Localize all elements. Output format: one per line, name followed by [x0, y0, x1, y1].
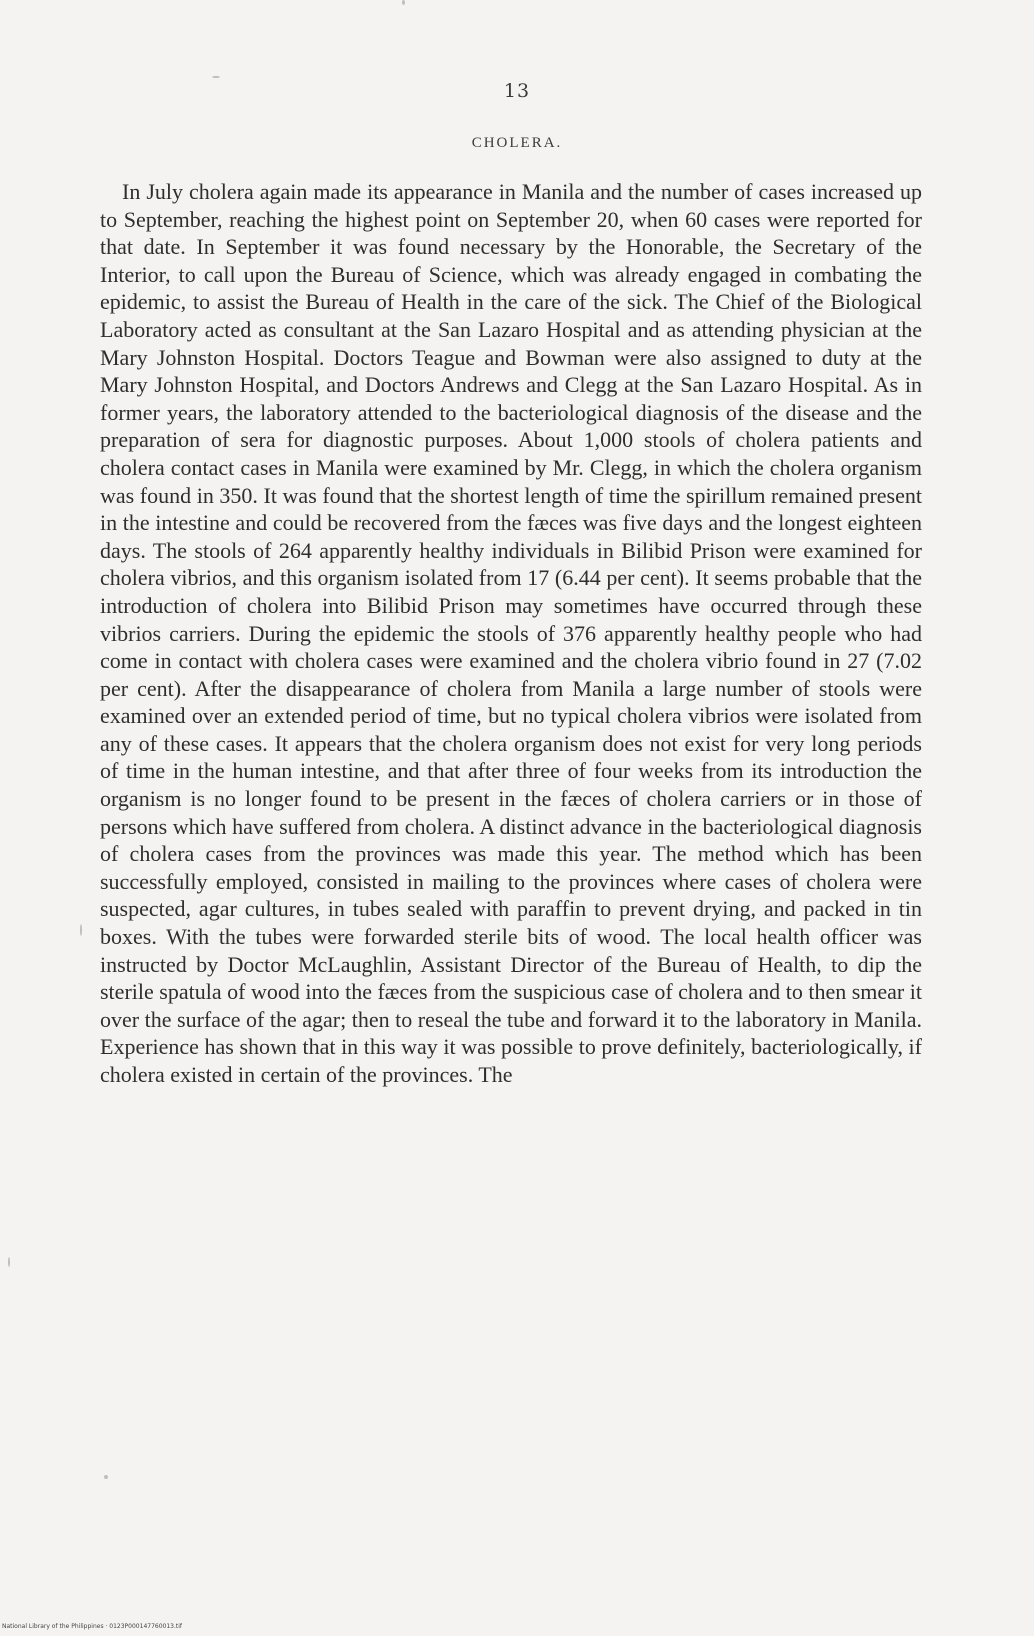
section-title: CHOLERA. — [471, 135, 563, 151]
scan-speck — [8, 1257, 10, 1267]
scan-speck — [80, 924, 82, 936]
scan-speck — [212, 76, 220, 78]
page-number: 13 — [503, 80, 531, 102]
scan-speck — [402, 0, 405, 5]
footer-credit: National Library of the Philippines · 0123P000147760013.tif — [2, 1623, 183, 1630]
scan-speck — [104, 1475, 108, 1479]
body-paragraph: In July cholera again made its appearance in Manila and the number of cases increased up to September, reaching the highest point on September 20, when 60 cases were reported for that date. In September it was found necessary by the Honorable, the Secretary of the Interior, to call upon the Bureau of Science, which was already engaged in combating the epidemic, to assist the Bureau of Health in the care of the sick. The Chief of the Biological Laboratory acted as consultant at the San Lazaro Hospital and as attending physician at the Mary Johnston Hospital. Doctors Teague and Bowman were also assigned to duty at the Mary Johnston Hospital, and Doctors Andrews and Clegg at the San Lazaro Hospital. As in former years, the laboratory attended to the bacteriological diagnosis of the disease and the preparation of sera for diagnostic purposes. About 1,000 stools of cholera patients and cholera contact cases in Manila were examined by Mr. Clegg, in which the cholera organism was found in 350. It was found that the shortest length of time the spirillum remained present in the intestine and could be recovered from the fæces was five days and the longest eighteen days. The stools of 264 apparently healthy individuals in Bilibid Prison were examined for cholera vibrios, and this organism isolated from 17 (6.44 per cent). It seems probable that the introduction of cholera into Bilibid Prison may sometimes have occurred through these vibrios carriers. During the epidemic the stools of 376 apparently healthy people who had come in contact with cholera cases were examined and the cholera vibrio found in 27 (7.02 per cent). After the disappearance of cholera from Manila a large number of stools were examined over an extended period of time, but no typical cholera vibrios were isolated from any of these cases. It appears that the cholera organism does not exist for very long periods of time in the human intestine, and that after three of four weeks from its introduction the organism is no longer found to be present in the fæces of cholera carriers or in those of persons which have suffered from cholera. A distinct advance in the bacteriological diagnosis of cholera cases from the provinces was made this year. The method which has been successfully employed, consisted in mailing to the provinces where cases of cholera were suspected, agar cultures, in tubes sealed with paraffin to prevent drying, and packed in tin boxes. With the tubes were forwarded sterile bits of wood. The local health officer was instructed by Doctor McLaughlin, Assistant Director of the Bureau of Health, to dip the sterile spatula of wood into the fæces from the suspicious case of cholera and to then smear it over the surface of the agar; then to reseal the tube and forward it to the laboratory in Manila. Experience has shown that in this way it was possible to prove definitely, bacteriologically, if cholera existed in certain of the provinces. The — [100, 179, 922, 1087]
